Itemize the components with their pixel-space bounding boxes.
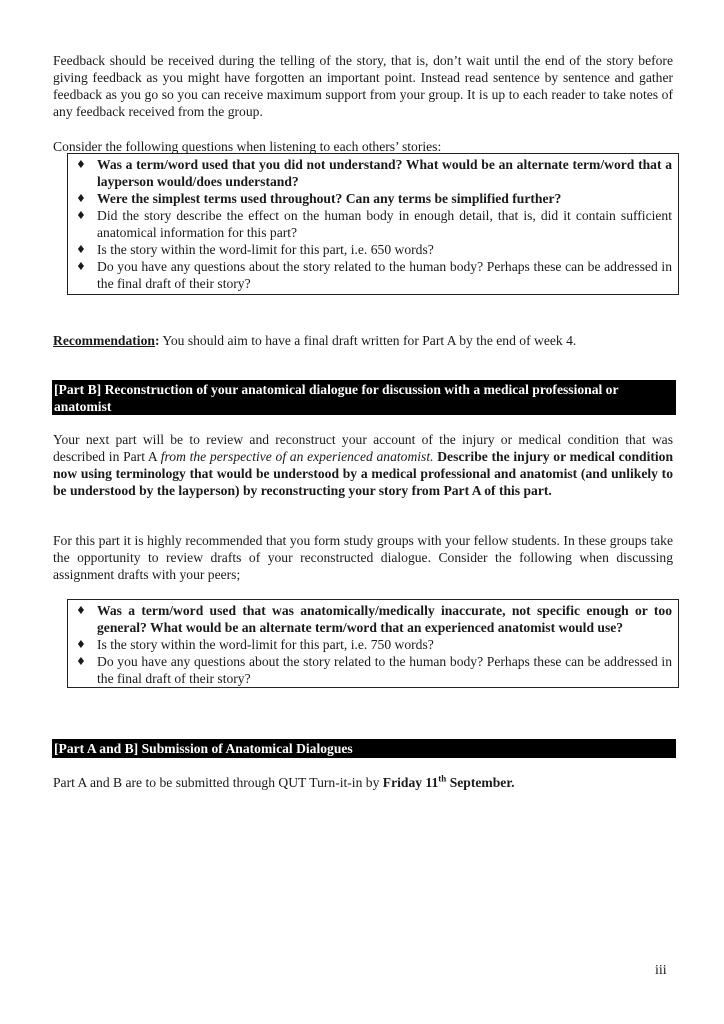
- diamond-bullet-icon: ♦: [76, 192, 86, 205]
- recommendation-paragraph: [53, 332, 673, 349]
- partB-italic: from the perspective of an experienced anatomist.: [160, 449, 434, 464]
- submission-month: September.: [446, 775, 515, 790]
- diamond-bullet-icon: ♦: [76, 604, 86, 617]
- submission-day: Friday 11: [382, 775, 439, 790]
- partB-paragraph: [53, 431, 673, 499]
- submission-ordinal: th: [438, 773, 447, 784]
- question-text: Was a term/word used that you did not understand? What would be an alternate term/word that a layperson would/does understand?: [97, 157, 672, 189]
- question-text: Was a term/word used that was anatomically/medically inaccurate, not specific enough or too general? What would be an alternate term/word that an experienced anatomist would use?: [97, 603, 672, 635]
- recommendation-colon: :: [154, 333, 160, 348]
- question-item: [76, 258, 672, 292]
- partB-questions-list: [76, 602, 672, 687]
- partA-questions-list: [76, 156, 672, 292]
- question-item: [76, 156, 672, 190]
- partB-questions-box: [67, 599, 679, 688]
- question-text: Did the story describe the effect on the human body in enough detail, that is, did it contain sufficient anatomical information for this part?: [97, 208, 672, 240]
- question-item: [76, 636, 672, 653]
- submission-date: [383, 775, 515, 790]
- question-item: [76, 241, 672, 258]
- question-item: [76, 602, 672, 636]
- diamond-bullet-icon: ♦: [76, 209, 86, 222]
- questions-intro: Consider the following questions when listening to each others’ stories:: [53, 139, 442, 154]
- recommendation-text: You should aim to have a final draft written for Part A by the end of week 4.: [159, 333, 577, 348]
- submission-paragraph: [53, 774, 673, 791]
- diamond-bullet-icon: ♦: [76, 655, 86, 668]
- question-text: Is the story within the word-limit for this part, i.e. 750 words?: [97, 637, 434, 652]
- question-text: Were the simplest terms used throughout? Can any terms be simplified further?: [97, 191, 562, 206]
- partB-bold: Describe the injury or medical condition now using terminology that would be understood by a medical professional and anatomist (and unlikely to be understood by the layperson) by reconstructing your story from Part A of this part.: [53, 449, 674, 498]
- question-text: Do you have any questions about the story related to the human body? Perhaps these can be addressed in the final draft of their story?: [97, 259, 672, 291]
- question-text: Is the story within the word-limit for this part, i.e. 650 words?: [97, 242, 434, 257]
- diamond-bullet-icon: ♦: [76, 638, 86, 651]
- partB-lead: Your next part will be to review and reconstruct your account of the injury or medical condition that was described in Part A: [53, 432, 673, 464]
- partA-questions-box: [67, 153, 679, 295]
- intro-paragraph: Feedback should be received during the telling of the story, that is, don’t wait until the end of the story before giving feedback as you might have forgotten an important point. Instead read sentence by sentence and gather feedback as you go so you can receive maximum support from your group. It is up to each reader to take notes of any feedback received from the group.: [53, 53, 673, 119]
- study-groups-paragraph: For this part it is highly recommended that you form study groups with your fellow students. In these groups take the opportunity to review drafts of your reconstructed dialogue. Consider the following when discussing assignment drafts with your peers;: [53, 533, 673, 582]
- question-text: Do you have any questions about the story related to the human body? Perhaps these can be addressed in the final draft of their story?: [97, 654, 672, 686]
- diamond-bullet-icon: ♦: [76, 243, 86, 256]
- submission-lead: Part A and B are to be submitted through QUT Turn-it-in by: [53, 775, 383, 790]
- page-number: iii: [655, 963, 667, 978]
- partB-heading: [Part B] Reconstruction of your anatomical dialogue for discussion with a medical professional or anatomist: [52, 380, 676, 415]
- question-item: [76, 207, 672, 241]
- recommendation-label: Recommendation: [53, 333, 155, 348]
- submission-heading: [Part A and B] Submission of Anatomical Dialogues: [52, 739, 676, 758]
- diamond-bullet-icon: ♦: [76, 260, 86, 273]
- question-item: [76, 190, 672, 207]
- diamond-bullet-icon: ♦: [76, 158, 86, 171]
- question-item: [76, 653, 672, 687]
